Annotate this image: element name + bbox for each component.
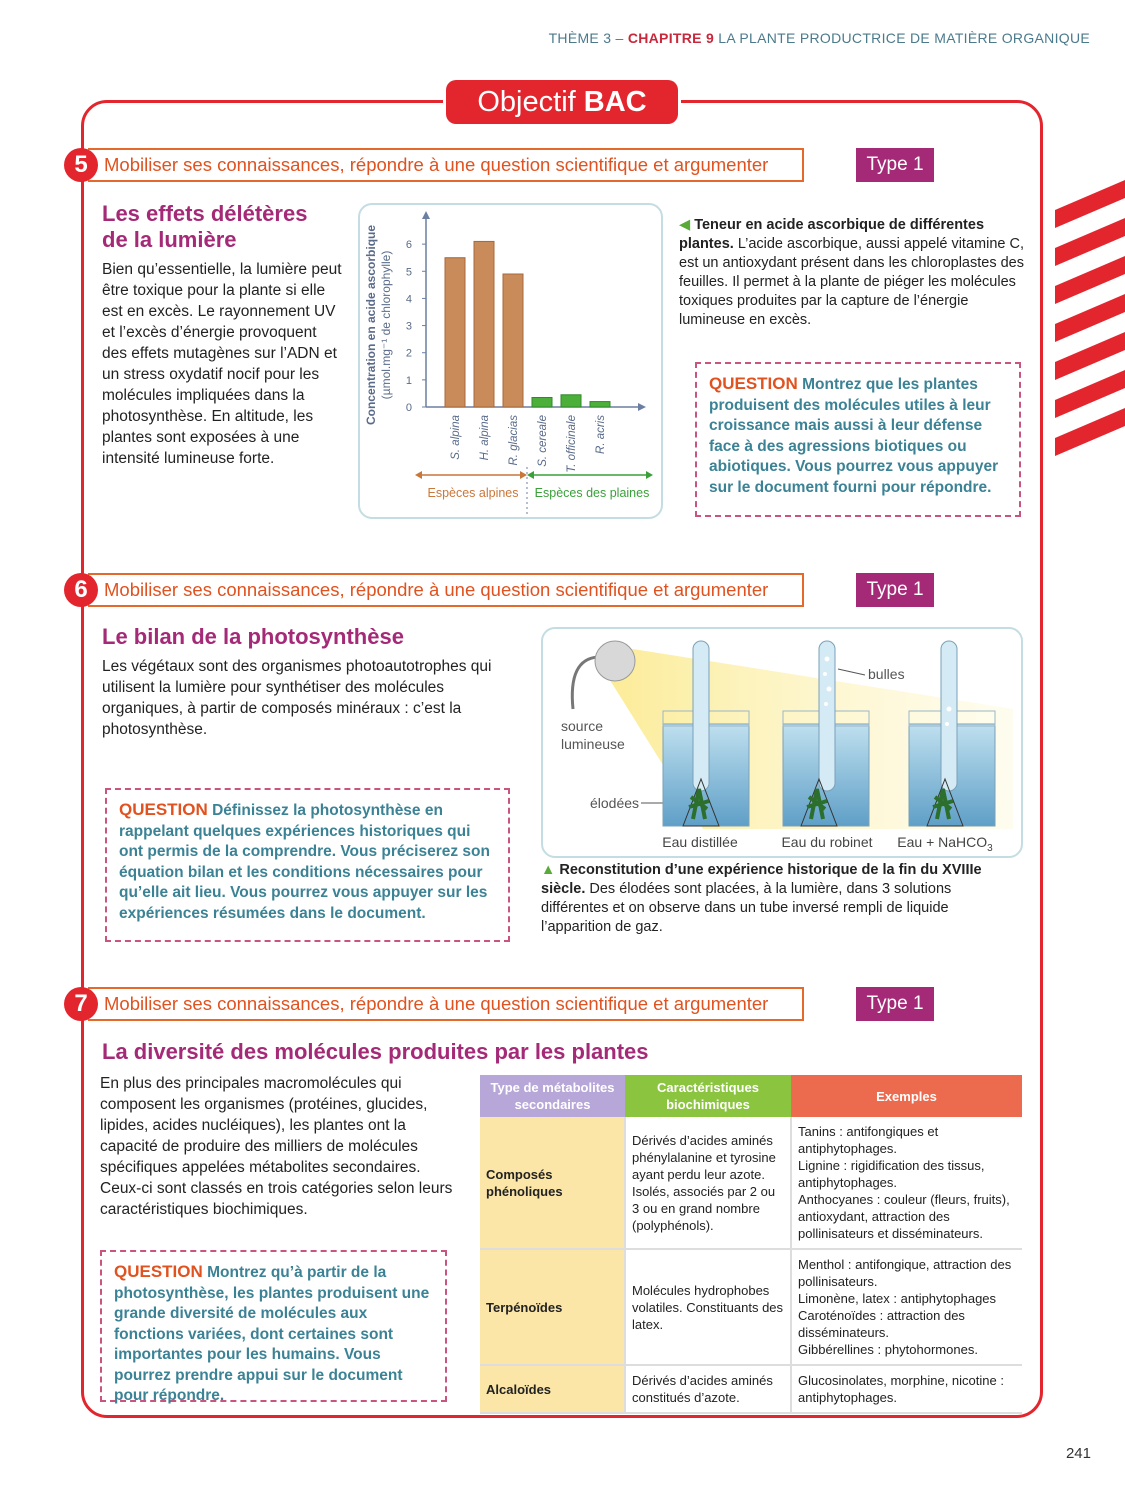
- chart-ylabel-line2: (µmol.mg⁻¹ de chlorophylle): [379, 250, 393, 400]
- y-tick-label: 2: [405, 347, 412, 360]
- ex5-question-text: Montrez que les plantes produisent des molécules utiles à leur croissance mais aussi à leur défense face à des agressions biotiques ou abiotiques. Vous pourrez vous appuyer sur le document fourni pour répondre.: [709, 376, 999, 496]
- y-tick-label: 5: [405, 266, 412, 279]
- bulles-pointer: [838, 669, 865, 675]
- y-tick-label: 0: [405, 402, 412, 414]
- label-lumineuse: lumineuse: [561, 736, 625, 752]
- exercise-number: 5: [64, 148, 98, 182]
- ex6-caption-text: Des élodées sont placées, à la lumière, dans 3 solutions différentes et on observe dans un tube inversé rempli de liquide l’apparition de gaz.: [541, 881, 952, 935]
- table-row: [480, 1249, 1022, 1365]
- ex6-caption-bold: Reconstitution d’une expérience historique de la fin du XVIIIe siècle.: [541, 862, 982, 897]
- header-chapter: CHAPITRE 9: [627, 30, 715, 46]
- y-tick-label: 1: [405, 374, 412, 387]
- ex5-text: Bien qu’essentielle, la lumière peut être toxique pour la plante si elle est en excès. Le rayonnement UV et l’excès d’énergie provoquent des effets mutagènes sur l’ADN et un stress oxydatif nocif pour les molécules impliquées dans la photosynthèse. En altitude, les plantes sont exposées à une intensité lumineuse forte.: [102, 261, 342, 467]
- question-label: QUESTION: [114, 1262, 203, 1281]
- exercise-title: Mobiliser ses connaissances, répondre à une question scientifique et argumenter: [88, 573, 804, 607]
- label-beaker-3: [897, 834, 993, 854]
- example-line: Caroténoïdes : attraction des disséminateurs.: [798, 1308, 965, 1340]
- metabolites-table: [480, 1075, 1022, 1414]
- chart-ylabel-line1: Concentration en acide ascorbique: [364, 224, 378, 426]
- exercise-title: Mobiliser ses connaissances, répondre à une question scientifique et argumenter: [88, 987, 804, 1021]
- table-header-row: [480, 1075, 1022, 1117]
- example-line: Glucosinolates, morphine, nicotine : antiphytophages.: [798, 1373, 1004, 1405]
- exercise-7-header: [64, 987, 924, 1021]
- exercise-6-header: [64, 573, 924, 607]
- beaker-3: [909, 641, 995, 826]
- photosynthesis-experiment-figure: [541, 627, 1023, 858]
- table-row: [480, 1117, 1022, 1249]
- question-label: QUESTION: [119, 800, 208, 819]
- label-elodees: élodées: [590, 795, 640, 811]
- label-beaker-2: Eau du robinet: [781, 834, 873, 850]
- exercise-5-header: [64, 148, 924, 182]
- exercise-number: 6: [64, 573, 98, 607]
- x-axis-arrow: [638, 403, 646, 411]
- ex6-text: Les végétaux sont des organismes photoautotrophes qui utilisent la lumière pour synthétiser des molécules organiques, à partir de composés minéraux : c’est la photosynthèse.: [102, 658, 492, 738]
- decorative-stripes: [1055, 180, 1125, 470]
- x-tick-label: R. acris: [595, 415, 607, 454]
- y-tick-label: 4: [405, 293, 412, 306]
- exercise-title: Mobiliser ses connaissances, répondre à une question scientifique et argumenter: [88, 148, 804, 182]
- ex5-heading-line1: Les effets délétères: [102, 201, 308, 226]
- table-cell-type: Composés phénoliques: [480, 1117, 625, 1249]
- ex5-question-box: [695, 362, 1021, 517]
- exercise-type-badge: Type 1: [856, 148, 934, 182]
- label-beaker-3-sub: 3: [987, 843, 993, 854]
- y-axis-arrow: [422, 211, 430, 219]
- ex6-question-text: Définissez la photosynthèse en rappelant quelques expériences historiques qui ont permis de la comprendre. Vous préciserez son équation bilan et les conditions nécessaires pour qu’elle ait lieu. Vous pourrez vous appuyer sur les expériences résumées dans le document.: [119, 802, 490, 922]
- x-tick-label: H. alpina: [479, 415, 491, 461]
- y-tick-label: 3: [405, 320, 412, 333]
- ex5-caption: [679, 216, 1024, 330]
- x-tick-label: T. officinale: [566, 415, 578, 473]
- lamp-icon: [595, 641, 635, 681]
- banner-word1: Objectif: [477, 86, 576, 118]
- bar-r--glacias: [503, 274, 523, 407]
- table-cell-exemples: [791, 1249, 1022, 1365]
- ascorbic-acid-chart-box: [358, 203, 663, 519]
- bar-r--acris: [590, 402, 610, 407]
- table-cell-type: Terpénoïdes: [480, 1249, 625, 1365]
- example-line: Gibbérellines : phytohormones.: [798, 1342, 978, 1357]
- example-line: Anthocyanes : couleur (fleurs, fruits), antioxydant, attraction des pollinisateurs et disséminateurs.: [798, 1192, 1010, 1241]
- table-cell-carac: Dérivés d’acides aminés phénylalanine et tyrosine ayant perdu leur azote. Isolés, associés par 2 ou 3 ou en grand nombre (polyphénols).: [625, 1117, 791, 1249]
- group1-arrowhead-right: [520, 471, 527, 479]
- group1-arrowhead-left: [415, 471, 422, 479]
- table-header-carac: Caractéristiques biochimiques: [625, 1075, 791, 1117]
- ex6-question-box: [105, 788, 510, 942]
- question-label: QUESTION: [709, 374, 798, 393]
- ex6-caption: [541, 861, 1011, 937]
- table-cell-carac: Dérivés d’acides aminés constitués d’azote.: [625, 1365, 791, 1413]
- ex7-text: En plus des principales macromolécules qui composent les organismes (protéines, glucides, lipides, acides nucléiques), les plantes ont la capacité de produire des milliers de molécules spécifiques appelées métabolites secondaires. Ceux-ci sont classés en trois catégories selon leurs caractéristiques biochimiques.: [100, 1075, 453, 1218]
- example-line: Tanins : antifongiques et antiphytophages.: [798, 1124, 939, 1156]
- exercise-number: 7: [64, 987, 98, 1021]
- bar-s--alpina: [445, 258, 465, 407]
- exercise-type-badge: Type 1: [856, 987, 934, 1021]
- ex7-question-text: Montrez qu’à partir de la photosynthèse, les plantes produisent une grande diversité de molécules aux fonctions variées, dont certaines sont importantes pour les humains. Vous pourrez prendre appui sur le document pour répondre.: [114, 1264, 430, 1404]
- x-tick-label: R. glacias: [508, 415, 520, 466]
- bar-t--officinale: [561, 395, 581, 407]
- exercise-type-badge: Type 1: [856, 573, 934, 607]
- header-theme: THÈME 3 –: [548, 30, 624, 46]
- group2-arrowhead-right: [646, 471, 653, 479]
- ex6-heading: Le bilan de la photosynthèse: [102, 624, 404, 649]
- bar-h--alpina: [474, 241, 494, 407]
- table-header-exemples: Exemples: [791, 1075, 1022, 1117]
- chart-group2-label: Espèces des plaines: [534, 486, 650, 500]
- experiment-illustration: [543, 629, 1021, 856]
- label-source: source: [561, 718, 604, 734]
- caption-pointer-icon: ▲: [541, 862, 556, 878]
- label-bulles: bulles: [868, 666, 905, 682]
- label-beaker-1: Eau distillée: [662, 834, 738, 850]
- bar-s--cereale: [532, 398, 552, 408]
- running-header: [549, 30, 1090, 46]
- lamp-arm: [572, 657, 598, 709]
- ex5-caption-text: L’acide ascorbique, aussi appelé vitamine C, est un antioxydant présent dans les chloroplastes des feuilles. Il permet à la plante de piéger les molécules toxiques produites par la capture de l’énergie lumineuse en excès.: [679, 236, 1024, 328]
- banner-word2: BAC: [583, 86, 647, 118]
- group2-arrowhead-left: [527, 471, 534, 479]
- ascorbic-acid-chart: [360, 205, 661, 517]
- table-cell-exemples: [791, 1365, 1022, 1413]
- beaker-2: [783, 641, 869, 826]
- x-tick-label: S. cereale: [537, 415, 549, 467]
- ex5-caption-bold: Teneur en acide ascorbique de différentes plantes.: [679, 217, 985, 252]
- page-number: 241: [1065, 1445, 1091, 1462]
- example-line: Menthol : antifongique, attraction des pollinisateurs.: [798, 1257, 1012, 1289]
- chart-group1-label: Espèces alpines: [427, 486, 519, 500]
- ex7-heading: La diversité des molécules produites par les plantes: [102, 1039, 649, 1064]
- ex5-heading-line2: de la lumière: [102, 227, 237, 252]
- caption-pointer-icon: ◀: [679, 217, 691, 233]
- table-header-type: Type de métabolites secondaires: [480, 1075, 625, 1117]
- table-cell-type: Alcaloïdes: [480, 1365, 625, 1413]
- table-row: [480, 1365, 1022, 1413]
- ex7-question-box: [100, 1250, 447, 1402]
- example-line: Lignine : rigidification des tissus, antiphytophages.: [798, 1158, 985, 1190]
- example-line: Limonène, latex : antiphytophages: [798, 1291, 997, 1306]
- table-cell-carac: Molécules hydrophobes volatiles. Constituants des latex.: [625, 1249, 791, 1365]
- table-cell-exemples: [791, 1117, 1022, 1249]
- header-subtitle: LA PLANTE PRODUCTRICE DE MATIÈRE ORGANIQUE: [718, 30, 1090, 46]
- ex5-heading: [102, 201, 352, 253]
- objectif-bac-banner: [446, 80, 678, 124]
- x-tick-label: S. alpina: [450, 415, 462, 460]
- label-beaker-3-main: Eau + NaHCO: [897, 834, 988, 850]
- y-tick-label: 6: [405, 239, 412, 252]
